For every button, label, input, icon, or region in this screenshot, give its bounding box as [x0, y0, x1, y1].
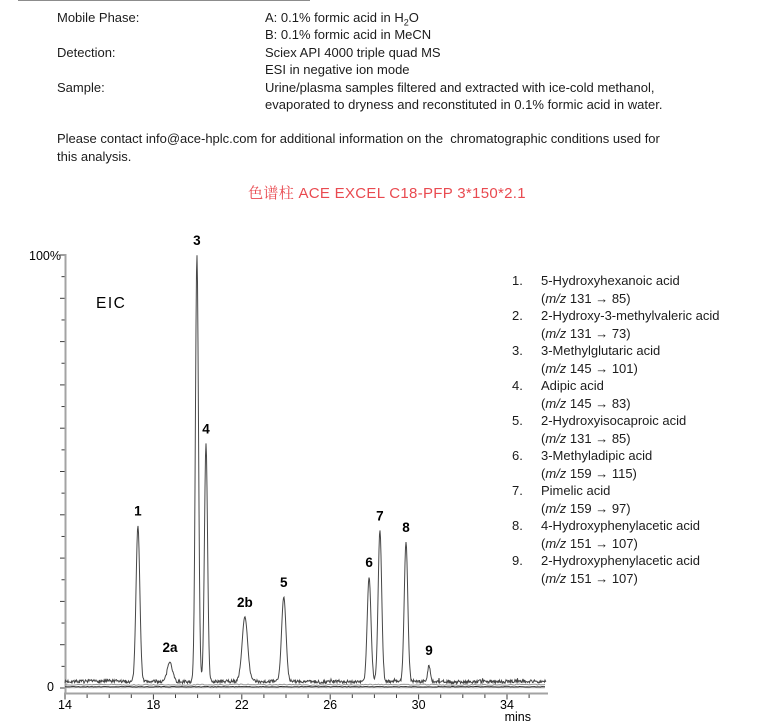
legend-item [512, 447, 719, 482]
conditions-row [57, 44, 662, 79]
legend-compound-name: 2-Hydroxyisocaproic acid [541, 413, 687, 428]
peak-label-1: 1 [134, 503, 142, 519]
legend-item-number: 7. [512, 483, 523, 498]
legend-mz-transition [541, 290, 719, 308]
legend-compound-name: 4-Hydroxyphenylacetic acid [541, 518, 700, 533]
table-border-fragment [18, 0, 310, 1]
eic-trace [65, 255, 546, 683]
noise-trace-gray [65, 684, 545, 686]
legend-compound-name: 3-Methylglutaric acid [541, 343, 661, 358]
mz-open-paren: ( [541, 290, 546, 306]
legend-item-number: 5. [512, 413, 523, 428]
trace-type-label: EIC [96, 295, 127, 312]
conditions-label: Mobile Phase: [57, 10, 140, 25]
mz-label: m/z [545, 430, 567, 446]
conditions-value-line [265, 96, 662, 113]
mz-open-paren: ( [541, 430, 546, 446]
mz-values: 151 → 107) [566, 535, 638, 551]
conditions-values [265, 9, 431, 44]
mz-label: m/z [545, 395, 567, 411]
noise-trace-black [65, 687, 545, 688]
conditions-value-line [265, 26, 431, 43]
legend-item [512, 412, 719, 447]
y-axis-bottom-label: 0 [47, 680, 54, 694]
column-title: 色谱柱 ACE EXCEL C18-PFP 3*150*2.1 [248, 185, 526, 202]
peak-label-8: 8 [402, 520, 410, 536]
legend-compound-name: 2-Hydroxyphenylacetic acid [541, 553, 700, 568]
peak-label-2b: 2b [237, 594, 253, 610]
value-text: Urine/plasma samples filtered and extracted with ice-cold methanol, [265, 79, 655, 95]
contact-line-1: Please contact info@ace-hplc.com for additional information on the chromatographic conditions used for [57, 131, 660, 146]
chromatogram-svg [0, 230, 560, 726]
value-text: B: 0.1% formic acid in MeCN [265, 27, 432, 43]
mz-open-paren: ( [541, 500, 546, 516]
mz-open-paren: ( [541, 325, 546, 341]
mz-open-paren: ( [541, 360, 546, 376]
legend-compound-name: 5-Hydroxyhexanoic acid [541, 273, 680, 288]
legend-item [512, 552, 719, 587]
conditions-values [265, 79, 662, 114]
contact-line-2: this analysis. [57, 148, 132, 164]
y-axis-top-label: 100% [29, 249, 61, 263]
x-tick-label: 14 [58, 698, 72, 712]
legend-item-number: 4. [512, 378, 523, 393]
conditions-value-line [265, 44, 441, 61]
legend-mz-transition [541, 535, 719, 553]
legend-mz-transition [541, 395, 719, 413]
peak-label-6: 6 [365, 555, 373, 571]
legend-item [512, 307, 719, 342]
mz-values: 131 → 85) [566, 290, 631, 306]
legend-item [512, 482, 719, 517]
mz-values: 145 → 101) [566, 360, 638, 376]
mz-open-paren: ( [541, 465, 546, 481]
legend-item-number: 9. [512, 553, 523, 568]
legend-compound-name: 2-Hydroxy-3-methylvaleric acid [541, 308, 720, 323]
subscript-text: 2 [403, 17, 409, 28]
conditions-values [265, 44, 441, 79]
peak-legend-list [512, 272, 719, 587]
legend-compound-name: Pimelic acid [541, 483, 611, 498]
legend-mz-transition [541, 500, 719, 518]
peak-label-7: 7 [376, 508, 384, 524]
x-tick-label: 18 [146, 698, 161, 712]
mz-label: m/z [545, 570, 567, 586]
x-tick-label: 26 [323, 698, 338, 712]
contact-paragraph [57, 130, 733, 165]
conditions-value-line [265, 61, 441, 78]
mz-values: 151 → 107) [566, 570, 638, 586]
conditions-value-line [265, 9, 431, 26]
peak-label-3: 3 [193, 233, 201, 248]
conditions-table [57, 9, 662, 113]
mz-values: 145 → 83) [566, 395, 631, 411]
mz-label: m/z [545, 465, 567, 481]
legend-item-number: 3. [512, 343, 523, 358]
mz-values: 159 → 97) [566, 500, 631, 516]
conditions-row [57, 79, 662, 114]
legend-item [512, 272, 719, 307]
value-text: ESI in negative ion mode [265, 62, 410, 78]
mz-values: 131 → 85) [566, 430, 631, 446]
legend-mz-transition [541, 465, 719, 483]
conditions-value-line [265, 79, 662, 96]
peak-label-5: 5 [280, 575, 288, 591]
x-tick-label: 34 [500, 698, 514, 712]
legend-item [512, 517, 719, 552]
mz-values: 131 → 73) [566, 325, 631, 341]
x-tick-label: 22 [234, 698, 249, 712]
legend-mz-transition [541, 325, 719, 343]
value-text: O [408, 10, 419, 25]
x-tick-label: 30 [411, 698, 426, 712]
conditions-label: Detection: [57, 44, 116, 60]
mz-open-paren: ( [541, 570, 546, 586]
mz-open-paren: ( [541, 535, 546, 551]
legend-item-number: 8. [512, 518, 523, 533]
legend-mz-transition [541, 430, 719, 448]
mz-label: m/z [545, 500, 567, 516]
legend-item-number: 6. [512, 448, 523, 463]
legend-item [512, 377, 719, 412]
conditions-label: Sample: [57, 79, 105, 95]
x-axis-unit-label: mins [504, 710, 531, 724]
mz-label: m/z [545, 535, 567, 551]
mz-values: 159 → 115) [566, 465, 637, 481]
peak-label-4: 4 [202, 421, 210, 437]
legend-mz-transition [541, 360, 719, 378]
legend-item-number: 2. [512, 308, 523, 323]
value-text: A: 0.1% formic acid in H [265, 10, 404, 25]
mz-label: m/z [545, 360, 567, 376]
mz-open-paren: ( [541, 395, 546, 411]
mz-label: m/z [545, 325, 567, 341]
conditions-row [57, 9, 662, 44]
legend-item [512, 342, 719, 377]
mz-label: m/z [545, 290, 567, 306]
value-text: Sciex API 4000 triple quad MS [265, 44, 441, 60]
value-text: evaporated to dryness and reconstituted in 0.1% formic acid in water. [265, 97, 663, 113]
peak-label-2a: 2a [162, 640, 178, 656]
legend-item-number: 1. [512, 273, 523, 288]
legend-compound-name: Adipic acid [541, 378, 604, 393]
legend-mz-transition [541, 570, 719, 588]
peak-label-9: 9 [425, 643, 433, 659]
legend-compound-name: 3-Methyladipic acid [541, 448, 653, 463]
